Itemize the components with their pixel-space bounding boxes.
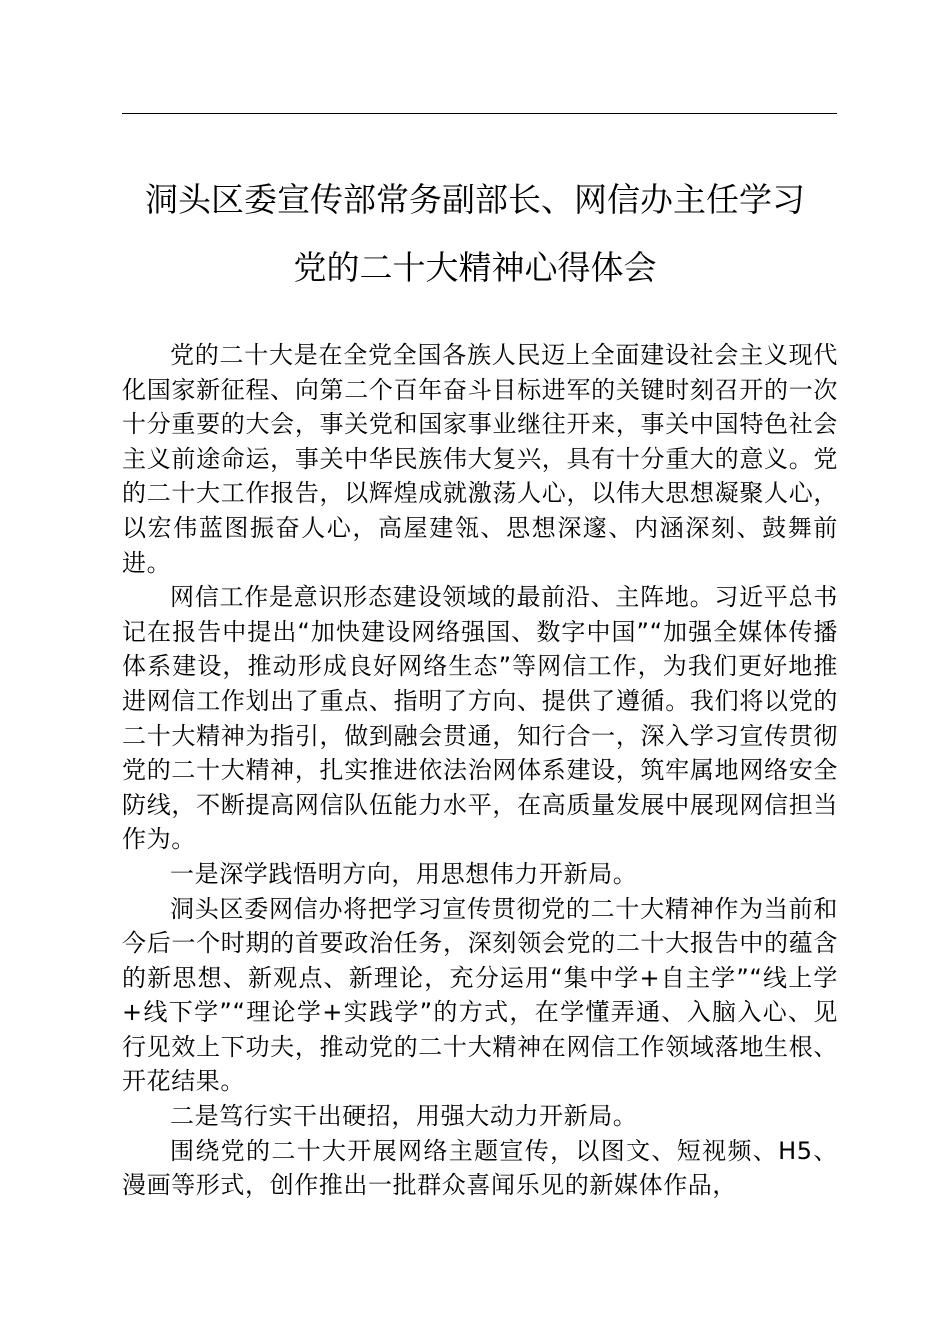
paragraph-2: 网信工作是意识形态建设领域的最前沿、主阵地。习近平总书记在报告中提出“加快建设网络强国、数字中国”“加强全媒体传播体系建设，推动形成良好网络生态”等网信工作，为我们更好地推进网信工作划出了重点、指明了方向、提供了遵循。我们将以党的二十大精神为指引，做到融会贯通，知行合一，深入学习宣传贯彻党的二十大精神，扎实推进依法治网体系建设，筑牢属地网络安全防线，不断提高网信队伍能力水平，在高质量发展中展现网信担当作为。 xyxy=(122,583,838,854)
paragraph-4: 围绕党的二十大开展网络主题宣传，以图文、短视频、H5、漫画等形式，创作推出一批群众喜闻乐见的新媒体作品， xyxy=(122,1136,838,1200)
section-heading-2: 二是笃行实干出硬招，用强大动力开新局。 xyxy=(170,1102,638,1131)
document-body xyxy=(122,338,838,1203)
document-title-line-2: 党的二十大精神心得体会 xyxy=(293,248,657,287)
header-rule xyxy=(122,113,837,114)
paragraph-3: 洞头区委网信办将把学习宣传贯彻党的二十大精神作为当前和今后一个时期的首要政治任务，深刻领会党的二十大报告中的蕴含的新思想、新观点、新理论，充分运用“集中学+自主学”“线上学+线下学”“理论学+实践学”的方式，在学懂弄通、入脑入心、见行见效上下功夫，推动党的二十大精神在网信工作领域落地生根、开花结果。 xyxy=(122,894,838,1096)
paragraph-1: 党的二十大是在全党全国各族人民迈上全面建设社会主义现代化国家新征程、向第二个百年奋斗目标进军的关键时刻召开的一次十分重要的大会，事关党和国家事业继往开来，事关中国特色社会主义前途命运，事关中华民族伟大复兴，具有十分重大的意义。党的二十大工作报告，以辉煌成就激荡人心，以伟大思想凝聚人心，以宏伟蓝图振奋人心，高屋建瓴、思想深邃、内涵深刻、鼓舞前进。 xyxy=(122,341,838,577)
section-heading-1: 一是深学践悟明方向，用思想伟力开新局。 xyxy=(170,859,638,888)
document-title-line-1: 洞头区委宣传部常务副部长、网信办主任学习 xyxy=(145,180,805,219)
